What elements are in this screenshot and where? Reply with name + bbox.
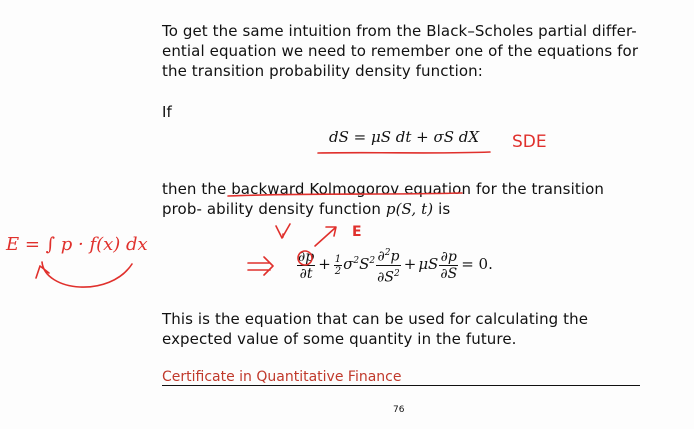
up-arrow-mark bbox=[315, 227, 336, 246]
d2p-ds2-fraction: $\frac{\partial^2p}{\partial S^2}$ bbox=[376, 245, 401, 285]
e-mark: E bbox=[352, 224, 362, 240]
implies-arrow bbox=[248, 257, 273, 275]
dp-dt-fraction: $\frac{\partial p}{\partial t}$ bbox=[298, 248, 315, 282]
one-half-fraction: $\frac{1}{2}$ bbox=[334, 253, 342, 277]
kolmogorov-paragraph bbox=[162, 179, 642, 219]
dp-ds-fraction: $\frac{\partial p}{\partial S}$ bbox=[440, 248, 458, 282]
backward-kolmogorov-term: backward Kolmogorov equation bbox=[231, 180, 472, 198]
sde-equation-text: dS = μS dt + σS dX bbox=[329, 128, 480, 146]
loop-arrow bbox=[36, 262, 132, 287]
intro-paragraph: To get the same intuition from the Black–Scholes partial differ- ential equation we need to remember one of the equations for the transition probability density function: bbox=[162, 22, 639, 80]
equals-zero: = 0. bbox=[461, 255, 493, 274]
conclusion-paragraph: This is the equation that can be used for calculating the expected value of some quantity in the future. bbox=[162, 310, 589, 348]
sde-underline bbox=[318, 152, 490, 153]
page-number: 76 bbox=[393, 405, 405, 415]
footer-rule bbox=[162, 369, 640, 386]
density-function-symbol: p(S, t) bbox=[385, 200, 434, 218]
expectation-note: E = ∫ p · f(x) dx bbox=[6, 234, 148, 255]
is-word: is bbox=[438, 200, 451, 218]
then-suffix: for the transition prob- ability density function bbox=[162, 180, 604, 218]
backward-kolmogorov-equation: $\frac{\partial p}{\partial t}$ + $\frac{1}{2}$ $\sigma^2S^2$ $\frac{\partial^2p}{\partial S^2}$ + μS $\frac{\partial p}{\partial S}$ = 0. bbox=[296, 245, 495, 285]
then-prefix: then the bbox=[162, 180, 227, 198]
down-arrow-mark bbox=[276, 224, 290, 238]
sde-note: SDE bbox=[512, 132, 547, 152]
sde-equation bbox=[329, 128, 479, 146]
footer-title: Certificate in Quantitative Finance bbox=[162, 369, 402, 385]
if-label: If bbox=[162, 103, 172, 121]
